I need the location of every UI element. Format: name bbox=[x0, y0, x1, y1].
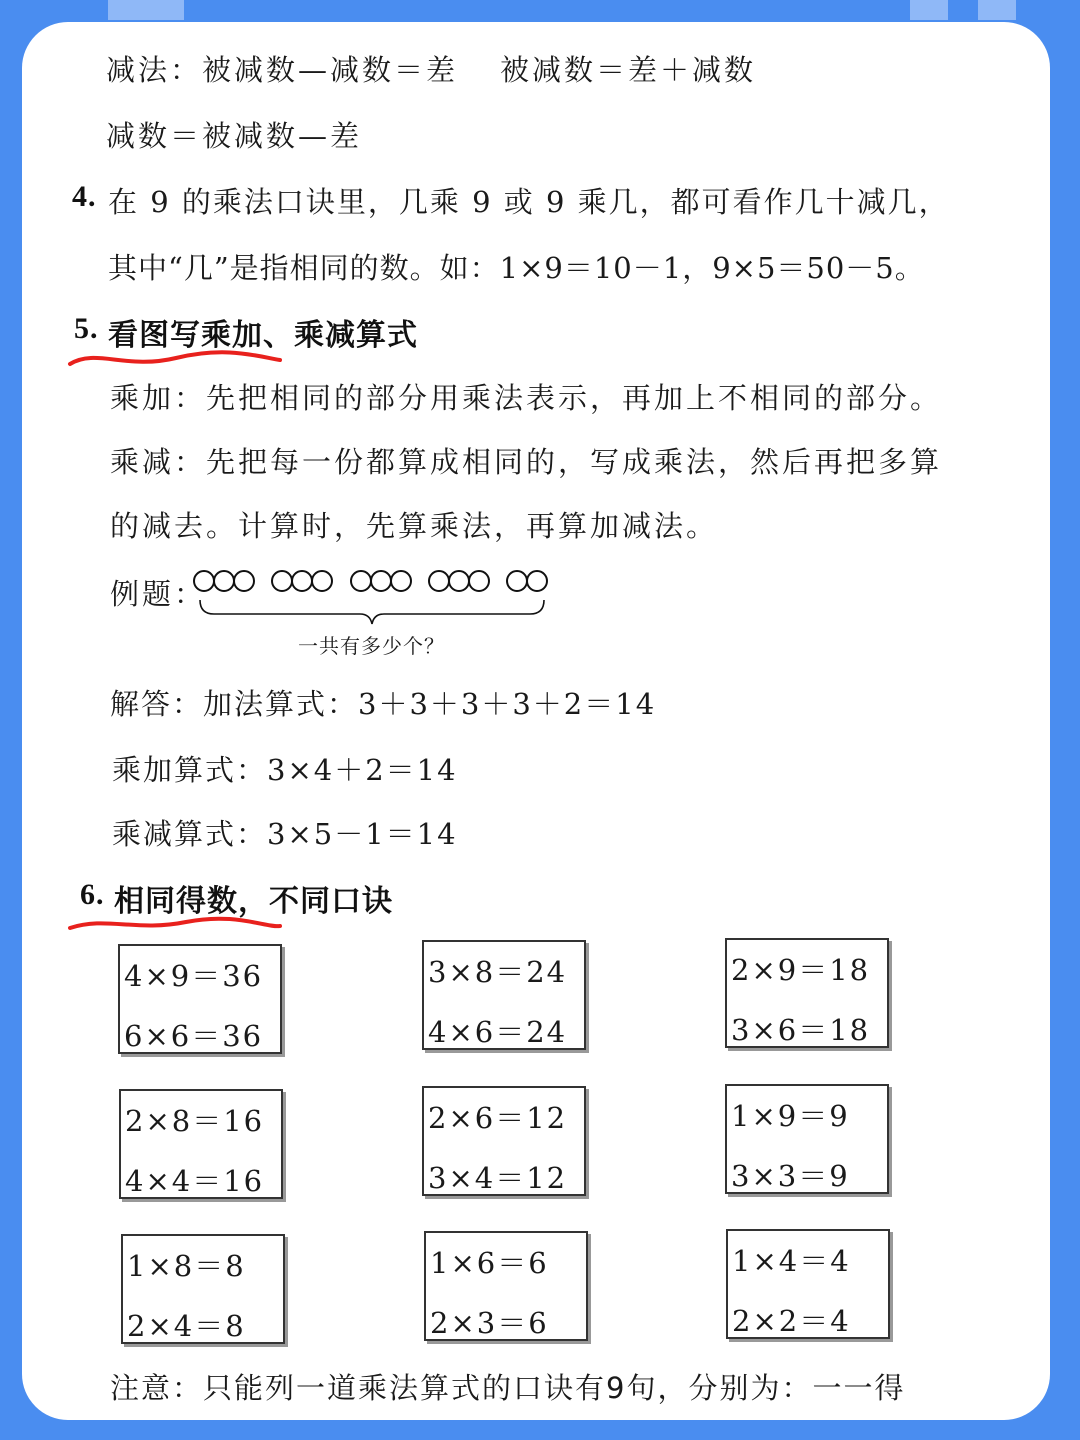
circle bbox=[214, 571, 234, 591]
equation: 2×8＝16 bbox=[125, 1104, 265, 1138]
chengjian-rule-2: 的减去。计算时，先算乘法，再算加减法。 bbox=[110, 509, 719, 543]
circle bbox=[312, 571, 332, 591]
equation-box bbox=[422, 1086, 586, 1196]
equation: 1×9＝9 bbox=[731, 1099, 850, 1133]
equation: 3×6＝18 bbox=[731, 1013, 871, 1047]
circle bbox=[449, 571, 469, 591]
note-line: 注意：只能列一道乘法算式的口诀有9句，分别为：一一得 bbox=[110, 1371, 906, 1405]
equation: 4×9＝36 bbox=[124, 959, 264, 993]
equation-box bbox=[725, 938, 889, 1048]
equation: 2×4＝8 bbox=[127, 1309, 246, 1343]
top-tab-right bbox=[910, 0, 948, 20]
item-4-line-2: 其中“几”是指相同的数。如：1×9＝10－1，9×5＝50－5。 bbox=[108, 251, 925, 285]
equation-box bbox=[119, 1089, 283, 1199]
item-4-number: 4. bbox=[72, 180, 97, 213]
equation-box bbox=[726, 1229, 890, 1339]
answer-addition: 解答：加法算式：3＋3＋3＋3＋2＝14 bbox=[110, 687, 657, 721]
circle bbox=[429, 571, 449, 591]
chengjia-rule: 乘加：先把相同的部分用乘法表示，再加上不相同的部分。 bbox=[110, 381, 943, 415]
brace-caption: 一共有多少个？ bbox=[298, 634, 445, 658]
equation: 3×8＝24 bbox=[428, 955, 568, 989]
equation-box bbox=[121, 1234, 285, 1344]
circle bbox=[469, 571, 489, 591]
subtraction-formula-2: 被减数＝差＋减数 bbox=[500, 53, 757, 87]
equation-box bbox=[118, 944, 282, 1054]
circle bbox=[351, 571, 371, 591]
circle bbox=[371, 571, 391, 591]
equation: 1×8＝8 bbox=[127, 1249, 246, 1283]
item-4-line-1: 在 9 的乘法口诀里，几乘 9 或 9 乘几，都可看作几十减几， bbox=[108, 185, 950, 219]
brace bbox=[200, 600, 544, 624]
equation: 1×6＝6 bbox=[430, 1246, 549, 1280]
red-underline-5 bbox=[66, 340, 286, 370]
equation: 2×2＝4 bbox=[732, 1304, 851, 1338]
circle bbox=[527, 571, 547, 591]
document-card bbox=[22, 22, 1050, 1420]
item-6-number: 6. bbox=[80, 878, 105, 911]
item-5-title: 看图写乘加、乘减算式 bbox=[108, 318, 418, 353]
equation-box bbox=[725, 1084, 889, 1194]
top-tab-left bbox=[108, 0, 184, 20]
red-underline-6 bbox=[66, 906, 286, 936]
equation: 2×9＝18 bbox=[731, 953, 871, 987]
equation: 2×3＝6 bbox=[430, 1306, 549, 1340]
equation-box bbox=[424, 1231, 588, 1341]
subtrahend-formula: 减数＝被减数—差 bbox=[106, 119, 363, 153]
top-tab-right-2 bbox=[978, 0, 1016, 20]
equation: 3×4＝12 bbox=[428, 1161, 568, 1195]
answer-chengjian: 乘减算式：3×5－1＝14 bbox=[112, 817, 458, 851]
chengjian-rule-1: 乘减：先把每一份都算成相同的，写成乘法，然后再把多算 bbox=[110, 445, 943, 479]
circle bbox=[507, 571, 527, 591]
equation-box bbox=[422, 940, 586, 1050]
equation: 4×4＝16 bbox=[125, 1164, 265, 1198]
equation: 3×3＝9 bbox=[731, 1159, 850, 1193]
equation: 1×4＝4 bbox=[732, 1244, 851, 1278]
circle bbox=[194, 571, 214, 591]
circle bbox=[292, 571, 312, 591]
circle bbox=[272, 571, 292, 591]
item-5-number: 5. bbox=[74, 312, 99, 345]
equation: 6×6＝36 bbox=[124, 1019, 264, 1053]
equation: 2×6＝12 bbox=[428, 1101, 568, 1135]
equation: 4×6＝24 bbox=[428, 1015, 568, 1049]
answer-chengjia: 乘加算式：3×4＋2＝14 bbox=[112, 753, 458, 787]
item-6-title: 相同得数，不同口诀 bbox=[114, 884, 393, 919]
circle bbox=[234, 571, 254, 591]
subtraction-formula: 减法：被减数—减数＝差 bbox=[106, 53, 459, 87]
example-label: 例题： bbox=[110, 577, 207, 611]
circle bbox=[391, 571, 411, 591]
